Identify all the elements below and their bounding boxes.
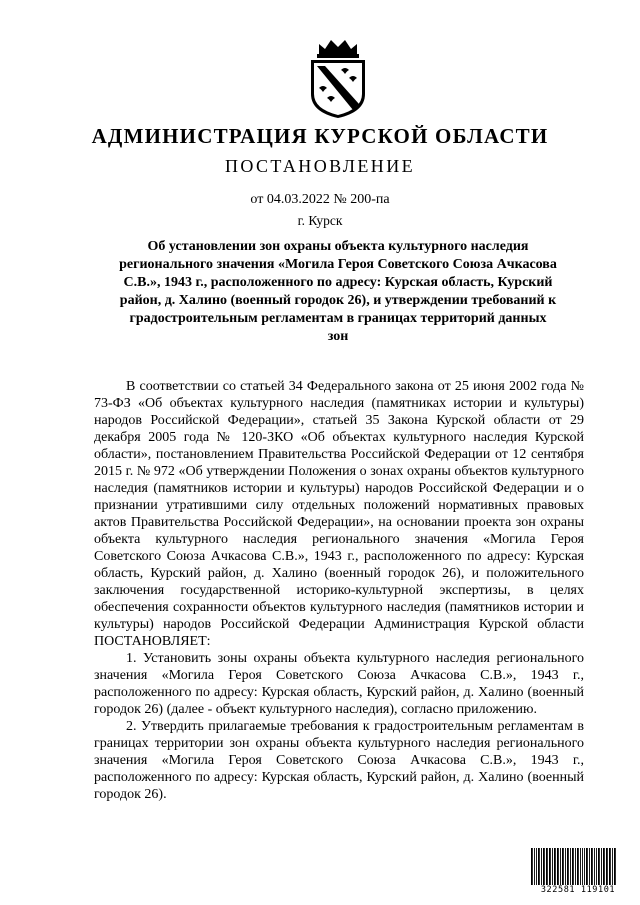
clause-2-paragraph: 2. Утвердить прилагаемые требования к градостроительным регламентам в границах территории зон охраны объекта культурного наследия регионального значения «Могила Героя Советского Союза Ачкасова С.В.», 1943 г., расположенного по адресу: Курская область, Курский район, д. Халино (военный городок 26). [94, 719, 584, 802]
document-title: Об установлении зон охраны объекта культурного наследия регионального значения «Могила Героя Советского Союза Ачкасова С.В.», 1943 г., расположенного по адресу: Курская область, Курский район, д. Халино (военный городок 26), и утверждении требований к градостроительным регламентам в границах территорий данных зон [119, 239, 557, 344]
document-body [94, 378, 584, 803]
coat-of-arms-icon [305, 38, 371, 120]
city: г. Курск [297, 213, 343, 228]
preamble-paragraph: В соответствии со статьей 34 Федерального закона от 25 июня 2002 года № 73-ФЗ «Об объектах культурного наследия (памятниках истории и культуры) народов Российской Федерации», статьей 35 Закона Курской области от 29 декабря 2005 года № 120-ЗКО «Об объектах культурного наследия Курской области», постановлением Правительства Российской Федерации от 12 сентября 2015 г. № 972 «Об утверждении Положения о зонах охраны объектов культурного наследия (памятников истории и культуры) народов Российской Федерации и о признании утратившими силу отдельных положений нормативных правовых актов Правительства Российской Федерации», на основании проекта зон охраны объекта культурного наследия регионального значения «Могила Героя Советского Союза Ачкасова С.В.», 1943 г., расположенного по адресу: Курская область, Курский район, д. Халино (военный городок 26), и положительного заключения государственной историко-культурной экспертизы, в целях обеспечения сохранности объектов культурного наследия (памятников истории и культуры) народов Российской Федерации Администрация Курской области ПОСТАНОВЛЯЕТ: [94, 379, 584, 649]
date-number: от 04.03.2022 № 200-па [250, 192, 390, 207]
clause-1-paragraph: 1. Установить зоны охраны объекта культурного наследия регионального значения «Могила Героя Советского Союза Ачкасова С.В.», 1943 г., расположенного по адресу: Курская область, Курский район, д. Халино (военный городок 26) (далее - объект культурного наследия), согласно приложению. [94, 651, 584, 717]
barcode-digits: 322581 119101 [530, 885, 626, 896]
agency-name: АДМИНИСТРАЦИЯ КУРСКОЙ ОБЛАСТИ [91, 124, 549, 148]
document-type: ПОСТАНОВЛЕНИЕ [224, 156, 416, 176]
